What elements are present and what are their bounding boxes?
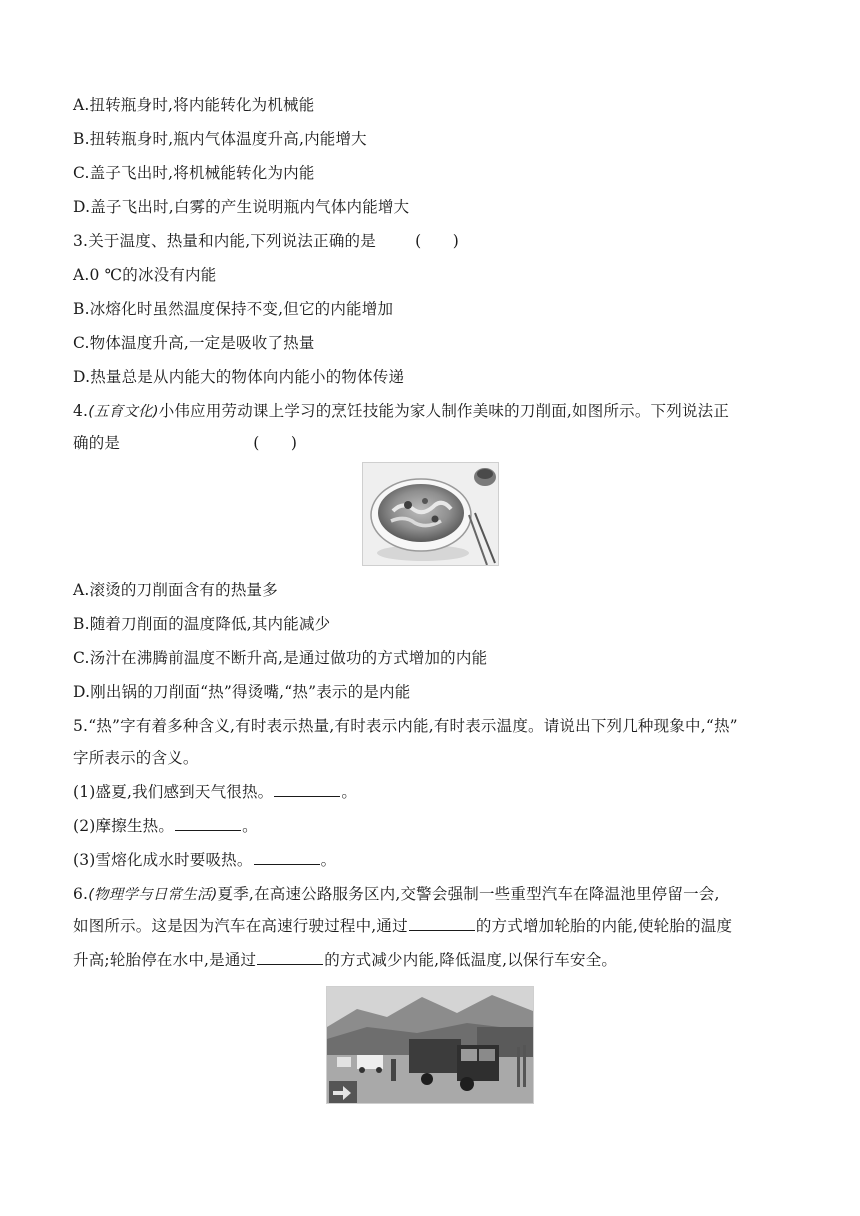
q4-stem-line1: [73, 401, 729, 422]
q3-option-d: D.热量总是从内能大的物体向内能小的物体传递: [73, 368, 405, 386]
q4-option-b: B.随着刀削面的温度降低,其内能减少: [73, 615, 331, 633]
q6-stem-line3: [73, 950, 617, 970]
q2-option-b: B.扭转瓶身时,瓶内气体温度升高,内能增大: [73, 130, 367, 148]
truck-cooling-pool-photo: [326, 986, 534, 1104]
q6-stem-text-2b: 的方式增加轮胎的内能,使轮胎的温度: [475, 917, 733, 935]
q6-stem-line2: [73, 916, 732, 936]
q3-option-a: A.0 ℃的冰没有内能: [73, 266, 217, 284]
q5-part2-blank[interactable]: [175, 816, 241, 831]
q3-option-c: C.物体温度升高,一定是吸收了热量: [73, 334, 315, 352]
q6-number: 6.: [73, 885, 89, 903]
noodle-bowl-photo: [362, 462, 499, 566]
q4-option-d: D.刚出锅的刀削面“热”得烫嘴,“热”表示的是内能: [73, 683, 411, 701]
q4-stem-text-2: 确的是: [73, 434, 121, 452]
q2-option-d: D.盖子飞出时,白雾的产生说明瓶内气体内能增大: [73, 198, 410, 216]
q4-stem-line2: [73, 433, 297, 453]
q4-answer-bracket: ( ): [253, 434, 298, 452]
q5-part2-end: 。: [242, 817, 258, 835]
q4-option-c: C.汤汁在沸腾前温度不断升高,是通过做功的方式增加的内能: [73, 649, 488, 667]
noodle-bowl-illustration: [363, 463, 498, 565]
q3-stem: [73, 231, 459, 251]
q5-part3-text: (3)雪熔化成水时要吸热。: [73, 851, 253, 869]
q5-part3: [73, 850, 336, 870]
q5-stem-line2: 字所表示的含义。: [73, 749, 199, 767]
q6-tag: (物理学与日常生活): [88, 887, 218, 903]
q4-number: 4.: [73, 402, 89, 420]
q6-stem-line1: [73, 884, 720, 905]
q6-stem-text: 夏季,在高速公路服务区内,交警会强制一些重型汽车在降温池里停留一会,: [217, 885, 720, 903]
q6-stem-text-2a: 如图所示。这是因为汽车在高速行驶过程中,通过: [73, 917, 408, 935]
q6-stem-text-3b: 的方式减少内能,降低温度,以保行车安全。: [324, 951, 618, 969]
q3-answer-bracket: ( ): [415, 232, 459, 250]
q5-part1-blank[interactable]: [274, 782, 340, 797]
q5-part3-blank[interactable]: [254, 850, 320, 865]
q6-stem-text-3a: 升高;轮胎停在水中,是通过: [73, 951, 257, 969]
q4-tag: (五育文化): [88, 404, 159, 420]
q5-part1: [73, 782, 357, 802]
q5-stem-line1: 5.“热”字有着多种含义,有时表示热量,有时表示内能,有时表示温度。请说出下列几种现象中,“热”: [73, 717, 738, 735]
q5-part3-end: 。: [320, 851, 337, 869]
q5-part1-end: 。: [341, 783, 358, 801]
q4-option-a: A.滚烫的刀削面含有的热量多: [73, 581, 278, 599]
q3-stem-text: 3.关于温度、热量和内能,下列说法正确的是: [73, 232, 376, 250]
q2-option-a: A.扭转瓶身时,将内能转化为机械能: [73, 96, 315, 114]
q5-part1-text: (1)盛夏,我们感到天气很热。: [73, 783, 274, 801]
q3-option-b: B.冰熔化时虽然温度保持不变,但它的内能增加: [73, 300, 394, 318]
q4-stem-text: 小伟应用劳动课上学习的烹饪技能为家人制作美味的刀削面,如图所示。下列说法正: [158, 402, 730, 420]
q2-option-c: C.盖子飞出时,将机械能转化为内能: [73, 164, 315, 182]
q6-blank-2[interactable]: [257, 950, 323, 965]
q6-blank-1[interactable]: [409, 916, 475, 931]
q5-part2: [73, 816, 258, 836]
truck-illustration: [327, 987, 533, 1103]
q5-part2-text: (2)摩擦生热。: [73, 817, 175, 835]
